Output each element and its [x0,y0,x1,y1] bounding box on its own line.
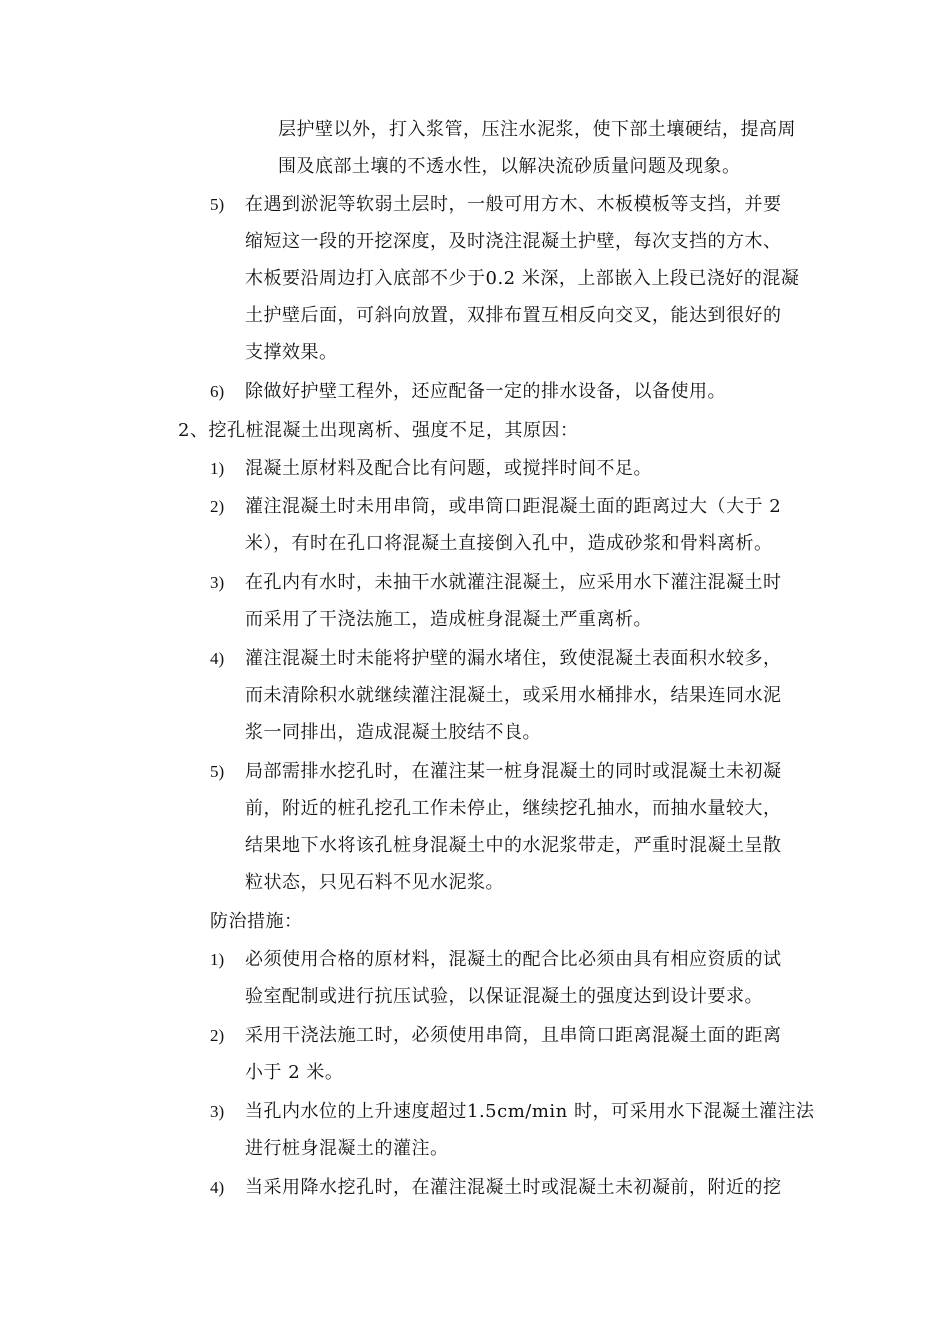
item-line: 除做好护壁工程外，还应配备一定的排水设备，以备使用。 [245,381,726,402]
item-number: 2) [210,1026,225,1045]
item-line: 结果地下水将该孔桩身混凝土中的水泥浆带走，严重时混凝土呈散 [245,835,782,856]
item-number: 5) [210,762,225,781]
item-number: 1) [210,459,225,478]
item-line: 灌注混凝土时未用串筒，或串筒口距混凝土面的距离过大（大于 2 [245,496,782,517]
item-line: 而采用了干浇法施工，造成桩身混凝土严重离析。 [245,609,652,630]
item-line: 验室配制或进行抗压试验，以保证混凝土的强度达到设计要求。 [245,986,763,1007]
item-number: 2) [210,497,225,516]
section-heading: 2、挖孔桩混凝土出现离析、强度不足，其原因： [178,420,579,441]
item-line: 进行桩身混凝土的灌注。 [245,1138,449,1159]
item-number: 5) [210,195,225,214]
item-number: 6) [210,382,225,401]
item-number: 4) [210,649,225,668]
item-line: 米），有时在孔口将混凝土直接倒入孔中，造成砂浆和骨料离析。 [245,533,773,554]
item-number: 4) [210,1178,225,1197]
item-line: 粒状态，只见石料不见水泥浆。 [245,872,504,893]
item-line: 缩短这一段的开挖深度，及时浇注混凝土护壁，每次支挡的方木、 [245,231,782,252]
item-line: 采用干浇法施工时，必须使用串筒，且串筒口距离混凝土面的距离 [245,1025,782,1046]
measures-heading: 防治措施： [210,911,303,932]
item-line: 土护壁后面，可斜向放置，双排布置互相反向交叉，能达到很好的 [245,305,782,326]
item-line: 木板要沿周边打入底部不少于0.2 米深，上部嵌入上段已浇好的混凝 [245,268,800,289]
item-line: 局部需排水挖孔时，在灌注某一桩身混凝土的同时或混凝土未初凝 [245,761,782,782]
item-line: 必须使用合格的原材料，混凝土的配合比必须由具有相应资质的试 [245,949,782,970]
continuation-line-1: 层护壁以外，打入浆管，压注水泥浆，使下部土壤硬结，提高周 [278,119,796,140]
item-number: 3) [210,573,225,592]
item-line: 在遇到淤泥等软弱土层时，一般可用方木、木板模板等支挡，并要 [245,194,782,215]
item-line: 当孔内水位的上升速度超过1.5cm/min 时，可采用水下混凝土灌注法 [245,1101,815,1122]
item-number: 1) [210,950,225,969]
item-line: 浆一同排出，造成混凝土胶结不良。 [245,722,541,743]
item-line: 当采用降水挖孔时，在灌注混凝土时或混凝土未初凝前，附近的挖 [245,1177,782,1198]
item-line: 而未清除积水就继续灌注混凝土，或采用水桶排水，结果连同水泥 [245,685,782,706]
item-line: 灌注混凝土时未能将护壁的漏水堵住，致使混凝土表面积水较多， [245,648,782,669]
item-line: 前，附近的桩孔挖孔工作未停止，继续挖孔抽水，而抽水量较大， [245,798,782,819]
item-line: 支撑效果。 [245,342,338,363]
item-number: 3) [210,1102,225,1121]
item-line: 混凝土原材料及配合比有问题，或搅拌时间不足。 [245,458,652,479]
item-line: 小于 2 米。 [245,1062,344,1083]
continuation-line-2: 围及底部土壤的不透水性，以解决流砂质量问题及现象。 [278,156,741,177]
item-line: 在孔内有水时，未抽干水就灌注混凝土，应采用水下灌注混凝土时 [245,572,782,593]
